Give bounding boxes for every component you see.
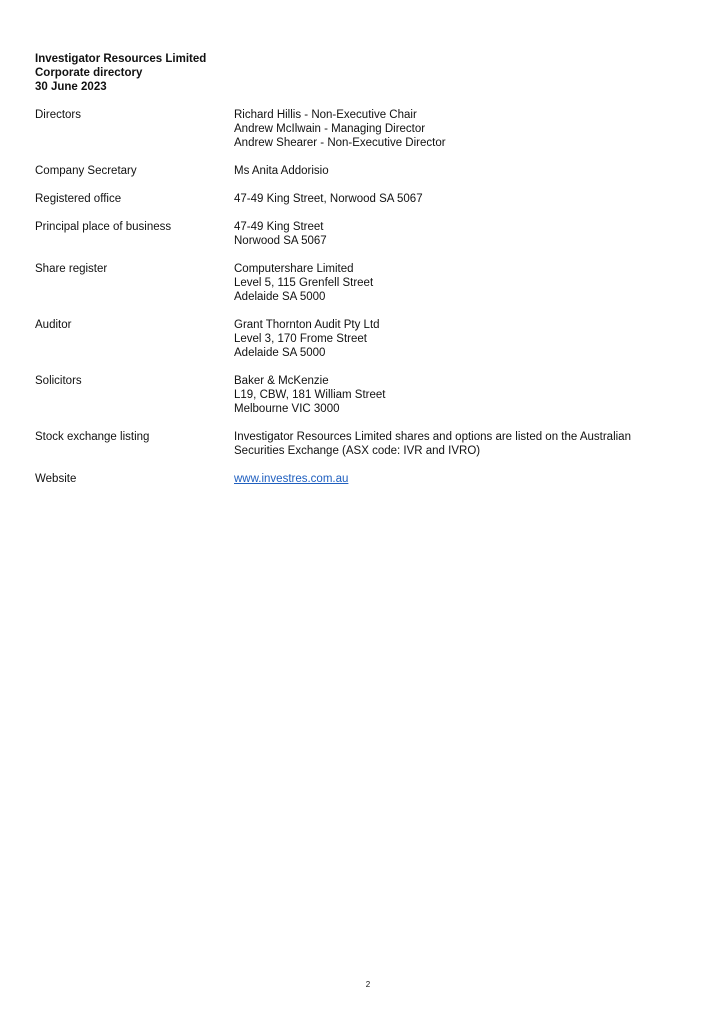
directory-row-registered-office (35, 192, 695, 206)
stock-exchange-line: Securities Exchange (ASX code: IVR and IVRO) (234, 445, 481, 457)
website-label: Website (35, 473, 77, 485)
auditor-line: Adelaide SA 5000 (234, 347, 326, 359)
document-header (35, 52, 206, 94)
director-line: Andrew Shearer - Non-Executive Director (234, 137, 446, 149)
corporate-directory (35, 108, 695, 500)
registered-office-line: 47-49 King Street, Norwood SA 5067 (234, 193, 423, 205)
director-line: Andrew McIlwain - Managing Director (234, 123, 426, 135)
auditor-label: Auditor (35, 319, 72, 331)
company-secretary-value (234, 164, 695, 178)
stock-exchange-line: Investigator Resources Limited shares and options are listed on the Australian (234, 431, 631, 443)
directors-label: Directors (35, 109, 82, 121)
company-secretary-label: Company Secretary (35, 165, 137, 177)
auditor-line: Grant Thornton Audit Pty Ltd (234, 319, 380, 331)
share-register-line: Adelaide SA 5000 (234, 291, 326, 303)
stock-exchange-value (234, 430, 695, 458)
principal-place-line: 47-49 King Street (234, 221, 324, 233)
page-number: 2 (365, 980, 371, 989)
share-register-line: Computershare Limited (234, 263, 354, 275)
solicitors-label: Solicitors (35, 375, 82, 387)
directory-row-website (35, 472, 695, 486)
stock-exchange-label: Stock exchange listing (35, 431, 150, 443)
solicitors-line: L19, CBW, 181 William Street (234, 389, 386, 401)
share-register-value (234, 262, 695, 304)
document-title: Corporate directory (35, 67, 143, 79)
share-register-line: Level 5, 115 Grenfell Street (234, 277, 374, 289)
directory-row-share-register (35, 262, 695, 304)
directory-row-solicitors (35, 374, 695, 416)
principal-place-value (234, 220, 695, 248)
company-secretary-line: Ms Anita Addorisio (234, 165, 329, 177)
directory-row-directors (35, 108, 695, 150)
directory-row-company-secretary (35, 164, 695, 178)
auditor-line: Level 3, 170 Frome Street (234, 333, 367, 345)
directory-row-principal-place (35, 220, 695, 248)
directory-row-stock-exchange (35, 430, 695, 458)
website-link[interactable]: www.investres.com.au (234, 473, 349, 485)
website-value (234, 472, 695, 486)
directory-row-auditor (35, 318, 695, 360)
solicitors-value (234, 374, 695, 416)
principal-place-label: Principal place of business (35, 221, 172, 233)
auditor-value (234, 318, 695, 360)
document-date: 30 June 2023 (35, 81, 107, 93)
company-name: Investigator Resources Limited (35, 53, 207, 65)
director-line: Richard Hillis - Non-Executive Chair (234, 109, 417, 121)
share-register-label: Share register (35, 263, 108, 275)
registered-office-value (234, 192, 695, 206)
solicitors-line: Baker & McKenzie (234, 375, 329, 387)
principal-place-line: Norwood SA 5067 (234, 235, 327, 247)
directors-value (234, 108, 695, 150)
registered-office-label: Registered office (35, 193, 122, 205)
solicitors-line: Melbourne VIC 3000 (234, 403, 340, 415)
